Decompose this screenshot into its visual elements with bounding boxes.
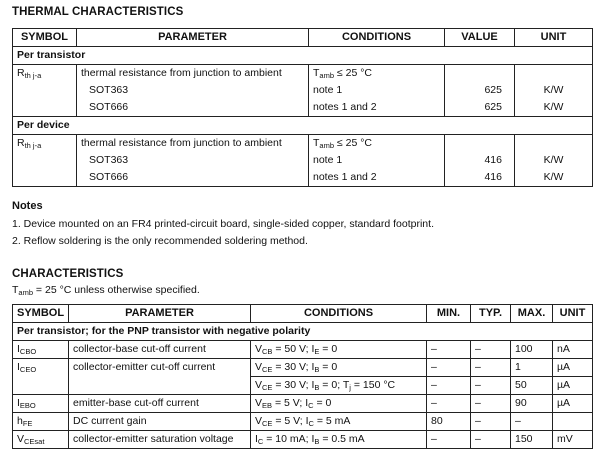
th-symbol: SYMBOL [13, 29, 77, 47]
unit-cell: mV [553, 431, 593, 449]
cond-t-rest: ≤ 25 °C [334, 67, 372, 79]
parameter-cell: emitter-base cut-off current [69, 395, 251, 413]
conditions-cell: notes 1 and 2 [309, 99, 445, 117]
table-row [13, 82, 593, 99]
symbol-cell [13, 135, 77, 153]
th-parameter: PARAMETER [69, 305, 251, 323]
th-unit: UNIT [515, 29, 593, 47]
th-value: VALUE [445, 29, 515, 47]
symbol-cell [13, 395, 69, 413]
unit-cell: nA [553, 341, 593, 359]
symbol-main: h [17, 415, 23, 427]
min-cell: – [427, 395, 471, 413]
th-conditions: CONDITIONS [251, 305, 427, 323]
conditions-cell: $V_{CB} = 50$ V; $I_E = 0$ [251, 341, 427, 359]
th-max: MAX. [511, 305, 553, 323]
th-unit: UNIT [553, 305, 593, 323]
max-cell: 100 [511, 341, 553, 359]
thermal-table [12, 28, 593, 187]
table-row [13, 341, 593, 359]
unit-cell: µA [553, 377, 593, 395]
min-cell: – [427, 359, 471, 377]
symbol-sub: th j-a [24, 141, 42, 150]
parameter-cell: collector-emitter cut-off current [69, 359, 251, 395]
characteristics-section-title: CHARACTERISTICS [12, 268, 124, 280]
max-cell: 50 [511, 377, 553, 395]
value-cell: 416 [445, 169, 515, 187]
parameter-cell: DC current gain [69, 413, 251, 431]
typ-cell: – [471, 395, 511, 413]
typ-cell: – [471, 413, 511, 431]
min-cell: 80 [427, 413, 471, 431]
subtitle-rest: = 25 °C unless otherwise specified. [33, 284, 200, 296]
cond-t-sub: amb [319, 71, 335, 80]
conditions-cell: $V_{CE} = 30$ V; $I_B = 0$ [251, 359, 427, 377]
conditions-cell: $V_{CE} = 5$ V; $I_C = 5$ mA [251, 413, 427, 431]
th-typ: TYP. [471, 305, 511, 323]
thermal-group-per-transistor [13, 47, 593, 65]
th-conditions: CONDITIONS [309, 29, 445, 47]
symbol-main: I [17, 397, 20, 409]
conditions-cell [309, 135, 445, 153]
table-row [13, 413, 593, 431]
table-row [13, 65, 593, 83]
min-cell: – [427, 431, 471, 449]
thermal-group-per-device [13, 117, 593, 135]
max-cell: 1 [511, 359, 553, 377]
unit-cell: K/W [515, 82, 593, 99]
note-2: 2. Reflow soldering is the only recommended soldering method. [12, 235, 308, 247]
parameter-cell: collector-emitter saturation voltage [69, 431, 251, 449]
conditions-cell: note 1 [309, 82, 445, 99]
thermal-section-title: THERMAL CHARACTERISTICS [12, 6, 184, 18]
value-cell: 625 [445, 99, 515, 117]
thermal-header-row [13, 29, 593, 47]
package-cell: SOT666 [77, 169, 309, 187]
symbol-sub: CEO [19, 365, 37, 374]
max-cell: 150 [511, 431, 553, 449]
symbol-sub: FE [22, 419, 33, 428]
unit-cell: K/W [515, 152, 593, 169]
table-row [13, 135, 593, 153]
th-min: MIN. [427, 305, 471, 323]
th-symbol: SYMBOL [13, 305, 69, 323]
symbol-cell [13, 341, 69, 359]
subtitle-sub: amb [18, 288, 34, 297]
value-cell [445, 65, 515, 83]
symbol-sub: CBO [19, 347, 37, 356]
th-parameter: PARAMETER [77, 29, 309, 47]
value-cell: 416 [445, 152, 515, 169]
cond-t: T [313, 67, 320, 79]
unit-cell [553, 413, 593, 431]
cond-t: T [313, 137, 320, 149]
typ-cell: – [471, 377, 511, 395]
note-1: 1. Device mounted on an FR4 printed-circuit board, single-sided copper, standard footprint. [12, 218, 434, 230]
group-label: Per device [13, 117, 593, 135]
unit-cell: K/W [515, 169, 593, 187]
typ-cell: – [471, 359, 511, 377]
table-row [13, 99, 593, 117]
table-row [13, 395, 593, 413]
min-cell: – [427, 377, 471, 395]
conditions-cell: notes 1 and 2 [309, 169, 445, 187]
symbol-cell [13, 413, 69, 431]
unit-cell: µA [553, 359, 593, 377]
group-label: Per transistor; for the PNP transistor with negative polarity [13, 323, 593, 341]
characteristics-table [12, 304, 593, 449]
conditions-cell: note 1 [309, 152, 445, 169]
cond-t-sub: amb [319, 141, 335, 150]
characteristics-header-row [13, 305, 593, 323]
group-label: Per transistor [13, 47, 593, 65]
parameter-cell: thermal resistance from junction to ambient [77, 65, 309, 83]
symbol-main: R [17, 137, 25, 149]
subtitle-t: T [12, 284, 19, 296]
parameter-cell: collector-base cut-off current [69, 341, 251, 359]
package-cell: SOT363 [77, 152, 309, 169]
typ-cell: – [471, 431, 511, 449]
table-row [13, 169, 593, 187]
conditions-cell: $V_{EB} = 5$ V; $I_C = 0$ [251, 395, 427, 413]
cond-t-rest: ≤ 25 °C [334, 137, 372, 149]
symbol-cell [13, 359, 69, 395]
package-cell: SOT363 [77, 82, 309, 99]
package-cell: SOT666 [77, 99, 309, 117]
max-cell: 90 [511, 395, 553, 413]
symbol-main: V [17, 433, 25, 445]
symbol-main: I [17, 361, 20, 373]
max-cell: – [511, 413, 553, 431]
parameter-cell: thermal resistance from junction to ambient [77, 135, 309, 153]
min-cell: – [427, 341, 471, 359]
symbol-sub: th j-a [24, 71, 42, 80]
symbol-main: R [17, 67, 25, 79]
table-row [13, 152, 593, 169]
conditions-cell: $I_C = 10$ mA; $I_B = 0.5$ mA [251, 431, 427, 449]
symbol-sub: EBO [19, 401, 36, 410]
table-row [13, 359, 593, 377]
typ-cell: – [471, 341, 511, 359]
unit-cell [515, 65, 593, 83]
symbol-cell [13, 65, 77, 83]
conditions-cell [309, 65, 445, 83]
conditions-cell: $V_{CE} = 30$ V; $I_B = 0$; $T_j = 150$ °C [251, 377, 427, 395]
symbol-main: I [17, 343, 20, 355]
unit-cell: K/W [515, 99, 593, 117]
characteristics-group-row [13, 323, 593, 341]
unit-cell: µA [553, 395, 593, 413]
characteristics-subtitle [12, 284, 200, 296]
notes-title: Notes [12, 200, 43, 212]
value-cell: 625 [445, 82, 515, 99]
symbol-sub: CEsat [24, 437, 45, 446]
